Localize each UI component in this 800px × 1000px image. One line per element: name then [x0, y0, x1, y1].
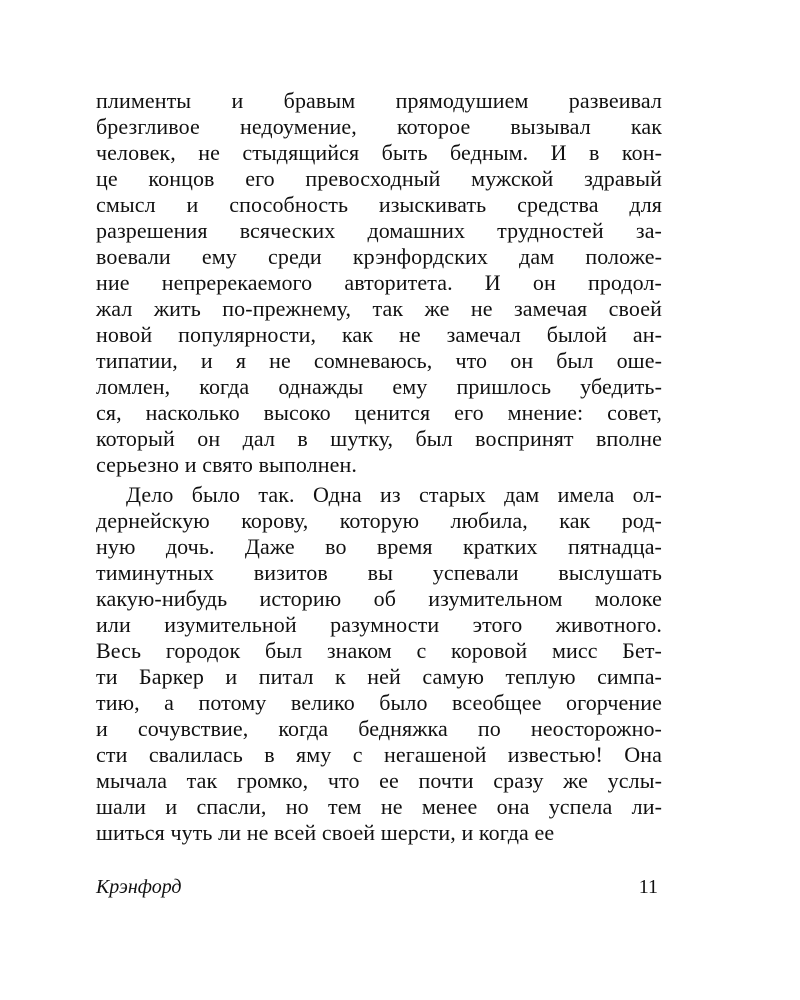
- text-line: разрешения всяческих домашних трудностей за-: [96, 218, 662, 243]
- text-line: плименты и бравым прямодушием развеивал: [96, 88, 662, 113]
- text-line: какую-нибудь историю об изумительном молоке: [96, 586, 662, 611]
- text-line: воевали ему среди крэнфордских дам положе-: [96, 244, 662, 269]
- text-line: типатии, и я не сомневаюсь, что он был оше-: [96, 348, 662, 373]
- paragraph: [96, 88, 662, 478]
- text-line: тиминутных визитов вы успевали выслушать: [96, 560, 662, 585]
- text-line: Дело было так. Одна из старых дам имела ол-: [126, 482, 662, 507]
- text-line: ломлен, когда однажды ему пришлось убедить-: [96, 374, 662, 399]
- body-text: [96, 88, 662, 846]
- text-line: новой популярности, как не замечал былой ан-: [96, 322, 662, 347]
- text-line: и сочувствие, когда бедняжка по неосторожно-: [96, 716, 662, 741]
- paragraph: [96, 482, 662, 846]
- text-line: или изумительной разумности этого животного.: [96, 612, 662, 637]
- text-line: шали и спасли, но тем не менее она успела ли-: [96, 794, 662, 819]
- text-line: который он дал в шутку, был воспринят вполне: [96, 426, 662, 451]
- text-line: це концов его превосходный мужской здравый: [96, 166, 662, 191]
- text-line: брезгливое недоумение, которое вызывал как: [96, 114, 662, 139]
- text-line: Весь городок был знаком с коровой мисс Бет-: [96, 638, 662, 663]
- text-line: дернейскую корову, которую любила, как род-: [96, 508, 662, 533]
- text-line: человек, не стыдящийся быть бедным. И в кон-: [96, 140, 662, 165]
- text-line: серьезно и свято выполнен.: [96, 452, 357, 477]
- text-line: тию, а потому велико было всеобщее огорчение: [96, 690, 662, 715]
- text-line: мычала так громко, что ее почти сразу же услы-: [96, 768, 662, 793]
- page-number: 11: [638, 876, 658, 898]
- page-footer: [96, 876, 662, 904]
- text-line: шиться чуть ли не всей своей шерсти, и когда ее: [96, 820, 555, 845]
- text-line: жал жить по-прежнему, так же не замечая своей: [96, 296, 662, 321]
- text-line: ную дочь. Даже во время кратких пятнадца-: [96, 534, 662, 559]
- text-line: ся, насколько высоко ценится его мнение: совет,: [96, 400, 662, 425]
- text-line: смысл и способность изыскивать средства для: [96, 192, 662, 217]
- text-line: сти свалилась в яму с негашеной известью! Она: [96, 742, 662, 767]
- text-line: ти Баркер и питал к ней самую теплую симпа-: [96, 664, 662, 689]
- running-title: Крэнфорд: [96, 876, 182, 898]
- text-line: ние непререкаемого авторитета. И он продол-: [96, 270, 662, 295]
